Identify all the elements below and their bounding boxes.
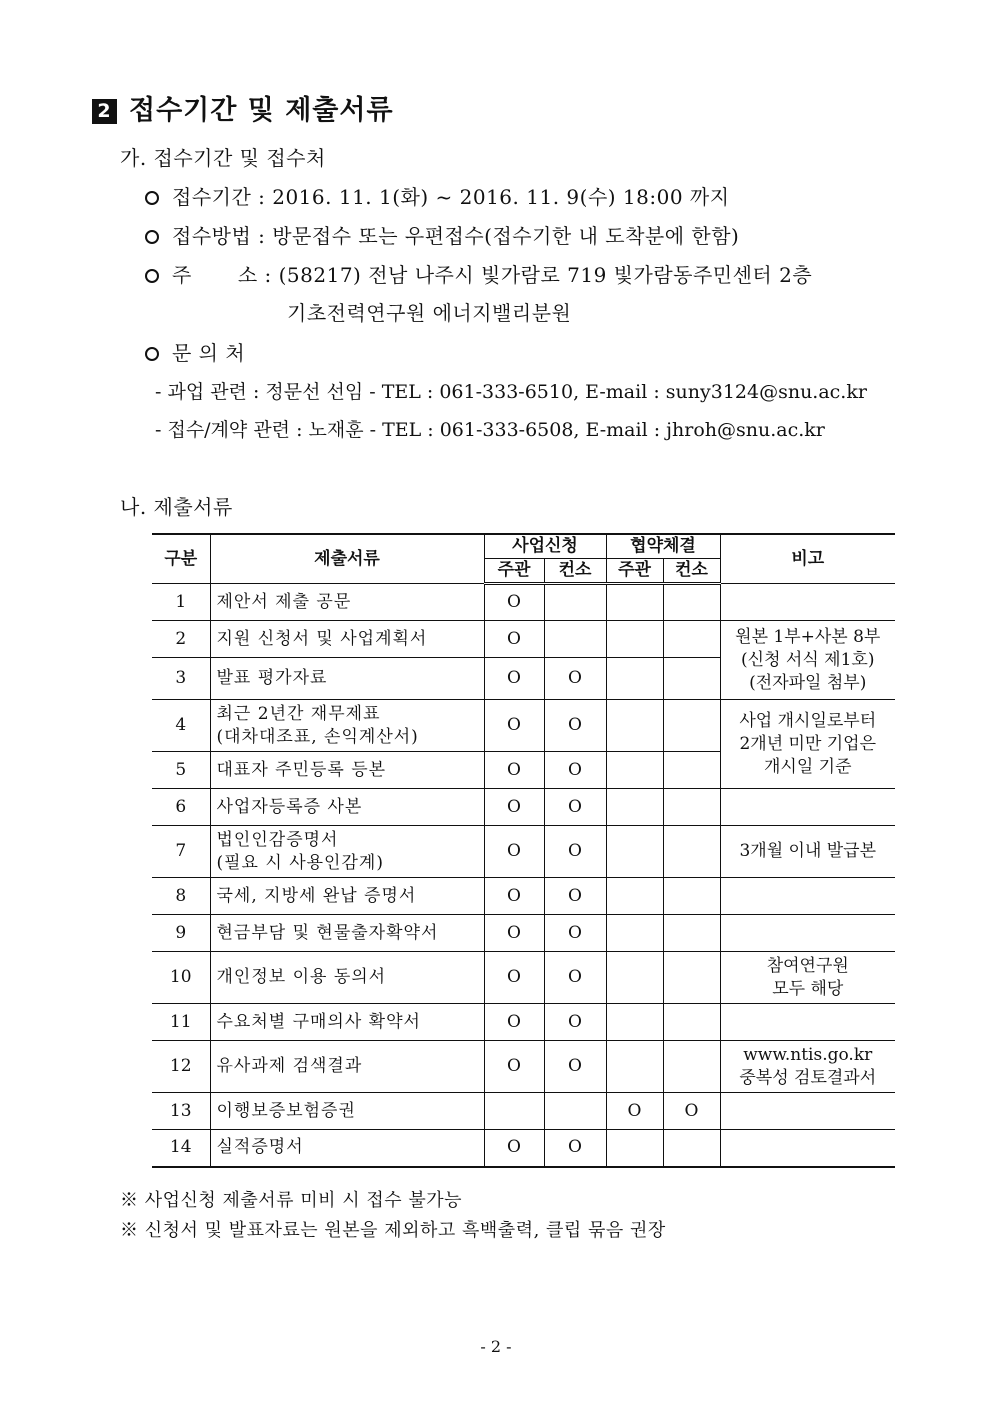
row-apply-consortium: O — [544, 1130, 606, 1167]
note-line: (전자파일 첨부) — [749, 672, 867, 693]
row-no: 11 — [152, 1004, 210, 1041]
row-contract-host — [606, 658, 663, 700]
row-apply-host: O — [484, 915, 544, 952]
row-apply-consortium: O — [544, 826, 606, 878]
circle-bullet-icon — [145, 269, 159, 283]
row-doc: 발표 평가자료 — [210, 658, 484, 700]
row-contract-host — [606, 952, 663, 1004]
address-label-2: 소 — [237, 263, 258, 287]
row-no: 1 — [152, 584, 210, 621]
note-line: 원본 1부+사본 8부 — [735, 626, 881, 647]
row-contract-host — [606, 621, 663, 658]
section-title — [92, 88, 394, 127]
header-apply: 사업신청 — [484, 534, 606, 559]
inquiry-label: 문 의 처 — [172, 341, 246, 365]
header-contract-host: 주관 — [606, 559, 663, 584]
row-doc — [210, 826, 484, 878]
row-apply-host: O — [484, 789, 544, 826]
page-number: - 2 - — [480, 1337, 512, 1356]
row-note — [720, 1004, 895, 1041]
row-contract-consortium — [663, 878, 720, 915]
subsection-b-heading: 나. 제출서류 — [120, 495, 233, 519]
note-researchers — [720, 952, 895, 1004]
row-contract-host — [606, 1130, 663, 1167]
contact-2: - 접수/계약 관련 : 노재훈 - TEL : 061-333-6508, E-mail : jhroh@snu.ac.kr — [155, 419, 825, 441]
address-value: : (58217) 전남 나주시 빛가람로 719 빛가람동주민센터 2층 — [264, 263, 813, 287]
note-line: www.ntis.go.kr — [743, 1044, 873, 1065]
row-doc: 개인정보 이용 동의서 — [210, 952, 484, 1004]
row-doc: 이행보증보험증권 — [210, 1093, 484, 1130]
header-no: 구분 — [152, 534, 210, 584]
circle-bullet-icon — [145, 347, 159, 361]
row-contract-host — [606, 752, 663, 789]
row-no: 2 — [152, 621, 210, 658]
row-contract-consortium — [663, 621, 720, 658]
row-contract-consortium — [663, 1041, 720, 1093]
row-doc: 국세, 지방세 완납 증명서 — [210, 878, 484, 915]
row-apply-host: O — [484, 1130, 544, 1167]
note-line: 중복성 검토결과서 — [739, 1067, 877, 1088]
note-line: 사업 개시일로부터 — [739, 710, 877, 731]
row-doc-line: (필요 시 사용인감계) — [216, 852, 384, 873]
row-contract-consortium — [663, 700, 720, 752]
row-apply-host: O — [484, 1041, 544, 1093]
table-row — [152, 1041, 895, 1093]
row-contract-consortium — [663, 584, 720, 621]
row-contract-consortium — [663, 1130, 720, 1167]
section-number-badge: 2 — [92, 99, 117, 124]
row-apply-host: O — [484, 826, 544, 878]
row-contract-host: O — [606, 1093, 663, 1130]
row-apply-host: O — [484, 621, 544, 658]
table-row — [152, 1004, 895, 1041]
row-contract-host — [606, 826, 663, 878]
table-row — [152, 700, 895, 752]
row-contract-consortium — [663, 826, 720, 878]
row-contract-consortium — [663, 915, 720, 952]
section-title-text: 접수기간 및 제출서류 — [129, 95, 394, 126]
row-doc: 유사과제 검색결과 — [210, 1041, 484, 1093]
header-contract-consortium: 컨소 — [663, 559, 720, 584]
row-note — [720, 1130, 895, 1167]
header-note: 비고 — [720, 534, 895, 584]
note-line: 2개년 미만 기업은 — [739, 733, 877, 754]
note-line: 개시일 기준 — [763, 756, 852, 777]
row-apply-consortium — [544, 1093, 606, 1130]
row-contract-consortium: O — [663, 1093, 720, 1130]
table-row — [152, 952, 895, 1004]
note-business-start — [720, 700, 895, 789]
footnote-1: ※ 사업신청 제출서류 미비 시 접수 불가능 — [120, 1190, 463, 1211]
subsection-a-heading: 가. 접수기간 및 접수처 — [120, 146, 326, 170]
header-doc: 제출서류 — [210, 534, 484, 584]
row-no: 3 — [152, 658, 210, 700]
row-apply-consortium: O — [544, 658, 606, 700]
row-doc: 실적증명서 — [210, 1130, 484, 1167]
row-contract-host — [606, 915, 663, 952]
note-line: 모두 해당 — [772, 978, 844, 999]
row-no: 10 — [152, 952, 210, 1004]
row-note — [720, 878, 895, 915]
table-row — [152, 789, 895, 826]
row-contract-host — [606, 878, 663, 915]
row-apply-consortium: O — [544, 1041, 606, 1093]
row-doc — [210, 700, 484, 752]
row-no: 9 — [152, 915, 210, 952]
row-contract-consortium — [663, 1004, 720, 1041]
circle-bullet-icon — [145, 191, 159, 205]
note-issue-within: 3개월 이내 발급본 — [720, 826, 895, 878]
note-ntis — [720, 1041, 895, 1093]
note-line: (신청 서식 제1호) — [741, 649, 875, 670]
row-doc-line: (대차대조표, 손익계산서) — [216, 726, 419, 747]
address-line-2: 기초전력연구원 에너지밸리분원 — [287, 301, 572, 325]
row-contract-host — [606, 700, 663, 752]
row-doc-line: 법인인감증명서 — [216, 829, 339, 850]
row-apply-consortium — [544, 621, 606, 658]
row-apply-host: O — [484, 752, 544, 789]
row-contract-host — [606, 789, 663, 826]
period-text: 접수기간 : 2016. 11. 1(화) ~ 2016. 11. 9(수) 18:00 까지 — [172, 185, 730, 209]
row-apply-host: O — [484, 658, 544, 700]
row-contract-consortium — [663, 952, 720, 1004]
row-apply-consortium: O — [544, 915, 606, 952]
row-contract-host — [606, 584, 663, 621]
row-doc: 수요처별 구매의사 확약서 — [210, 1004, 484, 1041]
table-row — [152, 915, 895, 952]
method-line — [145, 220, 739, 249]
row-contract-consortium — [663, 789, 720, 826]
row-note — [720, 1093, 895, 1130]
circle-bullet-icon — [145, 230, 159, 244]
row-apply-host: O — [484, 878, 544, 915]
table-row — [152, 584, 895, 621]
footnote-2: ※ 신청서 및 발표자료는 원본을 제외하고 흑백출력, 클립 묶음 권장 — [120, 1220, 666, 1241]
row-contract-consortium — [663, 658, 720, 700]
row-apply-consortium: O — [544, 1004, 606, 1041]
row-contract-host — [606, 1041, 663, 1093]
address-label: 주 — [172, 263, 192, 287]
table-row — [152, 878, 895, 915]
table-row — [152, 1093, 895, 1130]
table-row — [152, 826, 895, 878]
header-apply-consortium: 컨소 — [544, 559, 606, 584]
row-note — [720, 789, 895, 826]
row-apply-consortium: O — [544, 700, 606, 752]
row-apply-consortium: O — [544, 952, 606, 1004]
documents-table — [152, 533, 895, 1168]
row-apply-consortium: O — [544, 752, 606, 789]
row-apply-host: O — [484, 1004, 544, 1041]
row-doc: 현금부담 및 현물출자확약서 — [210, 915, 484, 952]
row-no: 12 — [152, 1041, 210, 1093]
note-original-copies — [720, 621, 895, 700]
row-doc-line: 최근 2년간 재무제표 — [216, 703, 381, 724]
row-note — [720, 584, 895, 621]
table-row — [152, 1130, 895, 1167]
row-doc: 지원 신청서 및 사업계획서 — [210, 621, 484, 658]
row-no: 13 — [152, 1093, 210, 1130]
row-doc: 제안서 제출 공문 — [210, 584, 484, 621]
contact-1: - 과업 관련 : 정문선 선임 - TEL : 061-333-6510, E-mail : suny3124@snu.ac.kr — [155, 381, 867, 403]
row-apply-consortium: O — [544, 878, 606, 915]
row-contract-consortium — [663, 752, 720, 789]
row-apply-host: O — [484, 700, 544, 752]
row-apply-consortium — [544, 584, 606, 621]
method-text: 접수방법 : 방문접수 또는 우편접수(접수기한 내 도착분에 한함) — [172, 224, 740, 248]
table-row — [152, 621, 895, 658]
row-no: 5 — [152, 752, 210, 789]
row-no: 4 — [152, 700, 210, 752]
period-line — [145, 181, 730, 210]
row-doc: 대표자 주민등록 등본 — [210, 752, 484, 789]
row-no: 7 — [152, 826, 210, 878]
row-contract-host — [606, 1004, 663, 1041]
row-apply-host: O — [484, 584, 544, 621]
row-no: 8 — [152, 878, 210, 915]
header-contract: 협약체결 — [606, 534, 720, 559]
header-apply-host: 주관 — [484, 559, 544, 584]
row-no: 14 — [152, 1130, 210, 1167]
row-apply-host — [484, 1093, 544, 1130]
row-note — [720, 915, 895, 952]
row-no: 6 — [152, 789, 210, 826]
note-line: 참여연구원 — [766, 955, 849, 976]
address-line — [145, 259, 812, 288]
row-apply-consortium: O — [544, 789, 606, 826]
row-doc: 사업자등록증 사본 — [210, 789, 484, 826]
inquiry-line — [145, 337, 245, 366]
row-apply-host: O — [484, 952, 544, 1004]
